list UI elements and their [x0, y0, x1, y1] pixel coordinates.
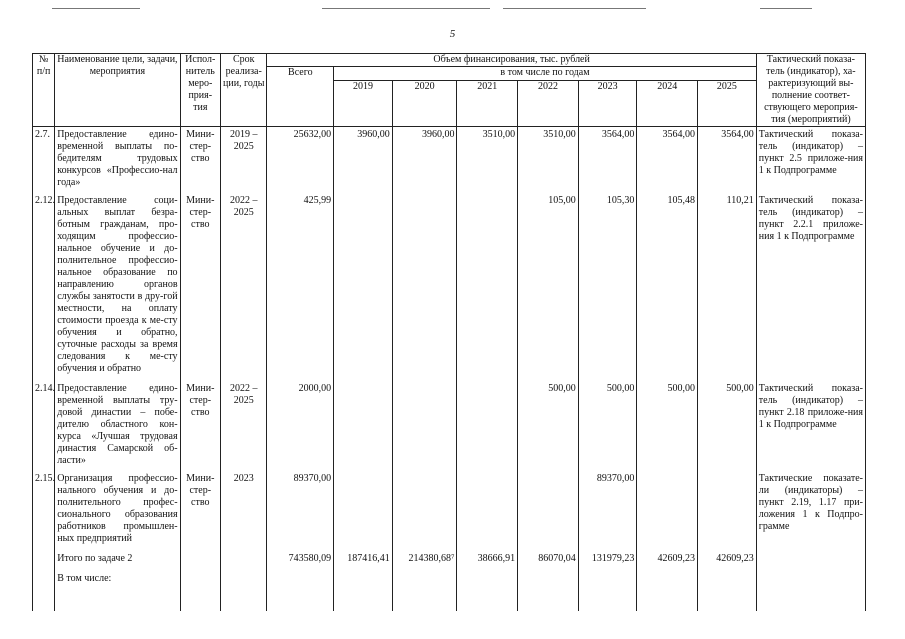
row-year-value — [698, 471, 757, 549]
row-indicator: Тактический показа-тель (индикатор) – пункт 2.5 приложе-ния 1 к Подпрограмме — [756, 127, 865, 193]
row-total: 25632,00 — [267, 127, 334, 193]
row-year-value — [637, 471, 698, 549]
row-period: 2022 – 2025 — [220, 381, 266, 471]
row-year-value: 3960,00 — [334, 127, 393, 193]
header-name: Наименование цели, задачи, мероприятия — [55, 54, 180, 127]
row-total: 2000,00 — [267, 381, 334, 471]
row-year-value: 3510,00 — [518, 127, 579, 193]
row-executor: Мини-стер-ство — [180, 471, 220, 549]
row-name: Предоставление соци-альных выплат безра-ботным гражданам, про-ходящим профессио-нальное обучение и до-полнительное профессио-нальное образование по направлению органов службы занятости в дру-гой местности, на оплату стоимости проезда к ме-сту обучения и обратно, суточные расходы за время следования к ме-сту обучения и обратно — [55, 193, 180, 381]
row-year-value: 3564,00 — [637, 127, 698, 193]
row-year-value — [334, 471, 393, 549]
row-year-value: 89370,00 — [578, 471, 637, 549]
row-executor: Мини-стер-ство — [180, 193, 220, 381]
row-name: Предоставление едино-временной выплаты по-бедителям трудовых конкурсов «Профессио-нал года» — [55, 127, 180, 193]
including-label: В том числе: — [55, 571, 180, 611]
top-rule-2 — [322, 8, 490, 9]
header-year: 2019 — [334, 81, 393, 127]
header-year: 2024 — [637, 81, 698, 127]
header-num: № п/п — [33, 54, 55, 127]
row-year-value: 3564,00 — [698, 127, 757, 193]
row-year-value: 105,48 — [637, 193, 698, 381]
header-executor: Испол-нитель меро-прия-тия — [180, 54, 220, 127]
header-by-years: в том числе по годам — [334, 67, 757, 81]
header-year: 2022 — [518, 81, 579, 127]
row-year-value — [457, 193, 518, 381]
total-year-value: 86070,04 — [518, 549, 579, 571]
row-year-value: 3510,00 — [457, 127, 518, 193]
row-year-value — [392, 471, 457, 549]
total-year-value: 38666,91 — [457, 549, 518, 571]
row-year-value — [392, 193, 457, 381]
table-row — [33, 193, 866, 381]
total-value: 743580,09 — [267, 549, 334, 571]
header-total: Всего — [267, 67, 334, 127]
total-year-value: 42609,23 — [637, 549, 698, 571]
table-row — [33, 127, 866, 193]
row-year-value — [334, 381, 393, 471]
row-year-value: 500,00 — [637, 381, 698, 471]
total-label: Итого по задаче 2 — [55, 549, 180, 571]
row-year-value — [457, 381, 518, 471]
row-year-value: 110,21 — [698, 193, 757, 381]
top-rule-3 — [503, 8, 646, 9]
row-num: 2.12. — [33, 193, 55, 381]
row-year-value — [392, 381, 457, 471]
total-year-value: 131979,23 — [578, 549, 637, 571]
row-year-value: 500,00 — [578, 381, 637, 471]
row-year-value: 105,30 — [578, 193, 637, 381]
row-name: Организация профессио-нального обучения и до-полнительного профес-сионального образования работников промышлен-ных предприятий — [55, 471, 180, 549]
header-year: 2025 — [698, 81, 757, 127]
total-year-value: 214380,68⁷ — [392, 549, 457, 571]
row-year-value — [457, 471, 518, 549]
header-year: 2023 — [578, 81, 637, 127]
row-year-value: 3960,00 — [392, 127, 457, 193]
row-total: 425,99 — [267, 193, 334, 381]
row-year-value: 105,00 — [518, 193, 579, 381]
row-year-value — [334, 193, 393, 381]
table-row — [33, 381, 866, 471]
total-row — [33, 549, 866, 571]
financing-table — [32, 53, 866, 611]
row-year-value: 500,00 — [518, 381, 579, 471]
row-name: Предоставление едино-временной выплаты тру-довой династии – побе-дителю областного кон-курса «Лучшая трудовая династия Самарской об-ласти» — [55, 381, 180, 471]
row-year-value — [518, 471, 579, 549]
row-num: 2.7. — [33, 127, 55, 193]
row-period: 2023 — [220, 471, 266, 549]
including-row — [33, 571, 866, 611]
header-period: Срок реализа-ции, годы — [220, 54, 266, 127]
page-number: 5 — [449, 28, 456, 40]
row-period: 2022 – 2025 — [220, 193, 266, 381]
row-executor: Мини-стер-ство — [180, 381, 220, 471]
row-total: 89370,00 — [267, 471, 334, 549]
header-year: 2021 — [457, 81, 518, 127]
row-period: 2019 – 2025 — [220, 127, 266, 193]
row-indicator: Тактический показа-тель (индикатор) – пункт 2.2.1 приложе-ния 1 к Подпрограмме — [756, 193, 865, 381]
row-num: 2.15. — [33, 471, 55, 549]
row-year-value: 500,00 — [698, 381, 757, 471]
header-year: 2020 — [392, 81, 457, 127]
header-indicator: Тактический показа-тель (индикатор), ха-рактеризующий вы-полнение соответ-ствующего мероприя-тия (мероприятий) — [756, 54, 865, 127]
row-executor: Мини-стер-ство — [180, 127, 220, 193]
total-year-value: 187416,41 — [334, 549, 393, 571]
header-funding: Объем финансирования, тыс. рублей — [267, 54, 756, 67]
total-year-value: 42609,23 — [698, 549, 757, 571]
row-indicator: Тактические показате-ли (индикаторы) – пункт 2.19, 1.17 при-ложения 1 к Подпро-грамме — [756, 471, 865, 549]
row-num: 2.14. — [33, 381, 55, 471]
top-rule-4 — [760, 8, 812, 9]
top-rule-1 — [52, 8, 140, 9]
table-row — [33, 471, 866, 549]
row-year-value: 3564,00 — [578, 127, 637, 193]
row-indicator: Тактический показа-тель (индикатор) – пункт 2.18 приложе-ния 1 к Подпрограмме — [756, 381, 865, 471]
